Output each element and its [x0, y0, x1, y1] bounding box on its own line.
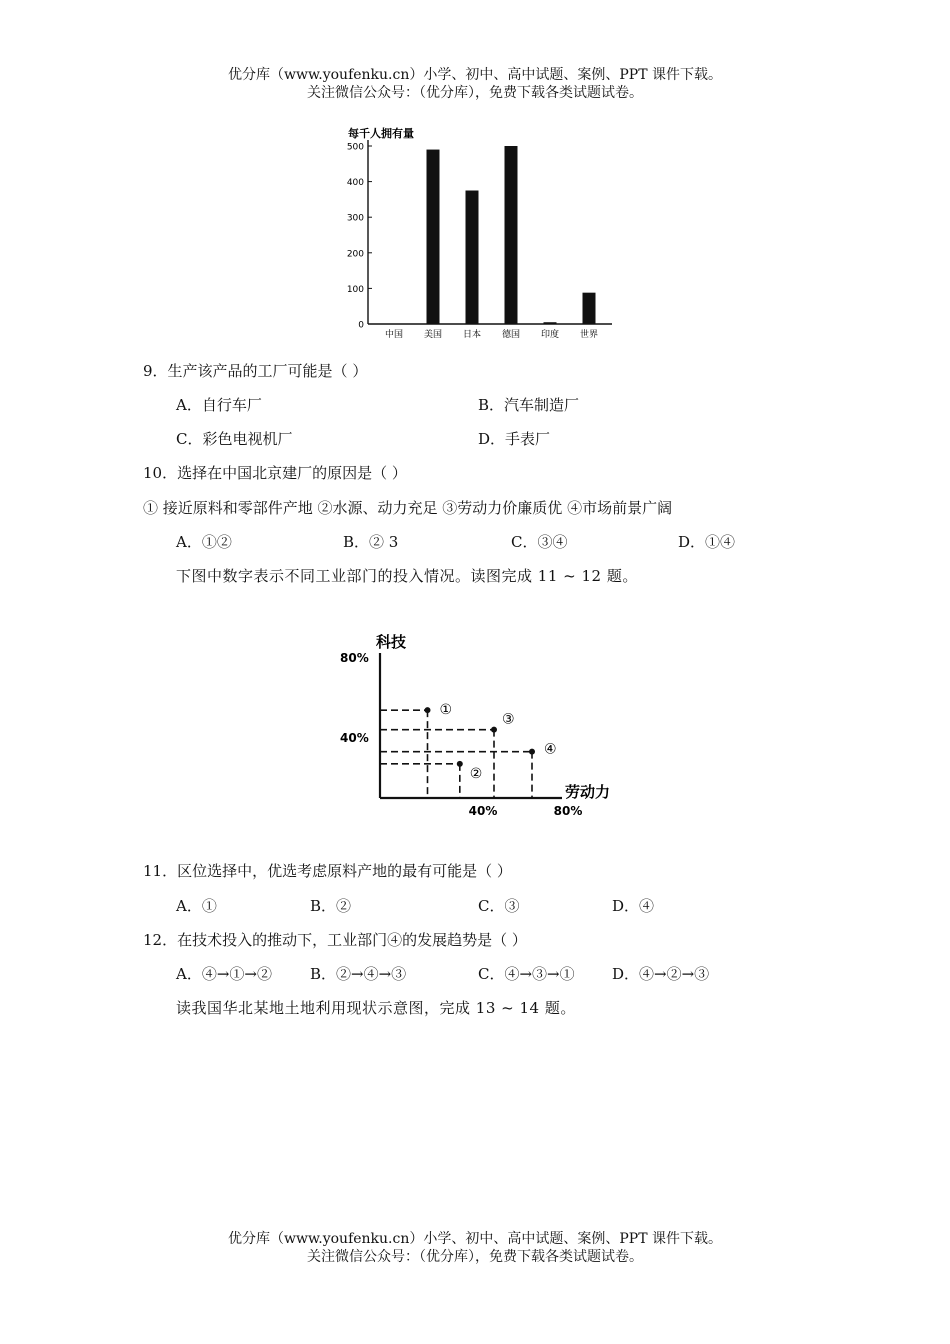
bar-ytick-label: 500 [346, 142, 364, 153]
sc-point-label: ④ [544, 741, 557, 758]
investment-chart [330, 625, 630, 825]
investment-chart-ylabel: 科技 [376, 633, 407, 651]
q11-option-a: A．① [176, 897, 217, 915]
sc-point-label: ① [439, 702, 453, 719]
sc-point-2 [457, 761, 463, 767]
q9-option-c: C．彩色电视机厂 [176, 430, 293, 448]
footer-line-1: 优分库（www.youfenku.cn）小学、初中、高中试题、案例、PPT 课件下载。 [227, 1231, 722, 1247]
q9-option-d: D．手表厂 [478, 430, 551, 448]
bar-chart-bars [388, 146, 596, 324]
q10-factors: ① 接近原料和零部件产地 ②水源、动力充足 ③劳动力价廉质优 ④市场前景广阔 [143, 499, 673, 517]
q12-option-b: B．②→④→③ [310, 965, 407, 983]
investment-chart-ticks [340, 651, 582, 818]
q11-stem: 11．区位选择中，优选考虑原料产地的最有可能是（ ） [143, 862, 512, 880]
page-header [0, 66, 950, 102]
q10-option-a: A．①② [176, 533, 232, 551]
bar-ytick-label: 100 [346, 284, 364, 295]
q12-stem: 12．在技术投入的推动下，工业部门④的发展趋势是（ ） [143, 931, 527, 949]
bar-category-label: 德国 [501, 330, 521, 340]
bar-chart-ylabel: 每千人拥有量 [348, 127, 414, 140]
bar-3 [505, 146, 518, 324]
sc-point-label: ② [469, 765, 483, 782]
bar-ytick-label: 200 [346, 249, 364, 260]
intro-11-12: 下图中数字表示不同工业部门的投入情况。读图完成 11 ~ 12 题。 [176, 567, 638, 585]
bar-1 [427, 150, 440, 324]
sc-point-1 [425, 707, 431, 713]
sc-ytick-label: 40% [340, 731, 369, 745]
sc-point-label: ③ [502, 711, 515, 728]
sc-ytick-label: 80% [340, 651, 369, 665]
sc-xtick-label: 40% [468, 804, 498, 818]
q10-option-d: D．①④ [678, 533, 736, 551]
investment-chart-xlabel: 劳动力 [565, 783, 611, 801]
sc-point-4 [529, 749, 535, 755]
bar-chart [330, 122, 620, 347]
q11-option-d: D．④ [612, 897, 655, 915]
q9-option-b: B．汽车制造厂 [478, 396, 580, 414]
q10-option-c: C．③④ [511, 533, 568, 551]
q10-option-b: B．② 3 [343, 533, 399, 551]
bar-4 [544, 322, 557, 324]
header-line-1: 优分库（www.youfenku.cn）小学、初中、高中试题、案例、PPT 课件下载。 [227, 67, 722, 83]
q10-stem: 10．选择在中国北京建厂的原因是（ ） [143, 464, 407, 482]
q12-option-c: C．④→③→① [478, 965, 575, 983]
bar-category-label: 中国 [384, 330, 404, 340]
q9-stem: 9．生产该产品的工厂可能是（ ） [143, 362, 368, 380]
sc-xtick-label: 80% [553, 804, 583, 818]
bar-chart-axes [368, 140, 612, 324]
bar-category-label: 美国 [423, 330, 443, 340]
bar-2 [466, 191, 479, 325]
bar-ytick-label: 0 [358, 320, 364, 331]
bar-5 [583, 293, 596, 324]
q11-option-c: C．③ [478, 897, 520, 915]
footer-line-2: 关注微信公众号：（优分库），免费下载各类试题试卷。 [307, 1249, 643, 1265]
intro-13-14: 读我国华北某地土地利用现状示意图，完成 13 ~ 14 题。 [176, 999, 576, 1017]
header-line-2: 关注微信公众号：（优分库），免费下载各类试题试卷。 [307, 85, 643, 101]
bar-ytick-label: 400 [346, 178, 364, 189]
q9-option-a: A．自行车厂 [176, 396, 262, 414]
bar-0 [388, 324, 401, 325]
q12-option-d: D．④→②→③ [612, 965, 710, 983]
bar-chart-categories [385, 328, 598, 340]
bar-category-label: 印度 [540, 330, 560, 340]
page-footer [0, 1230, 950, 1266]
q11-option-b: B．② [310, 897, 352, 915]
bar-category-label: 日本 [462, 330, 482, 340]
bar-ytick-label: 300 [346, 213, 364, 224]
sc-point-3 [491, 727, 497, 733]
q12-option-a: A．④→①→② [176, 965, 272, 983]
bar-category-label: 世界 [579, 330, 599, 340]
investment-chart-points [425, 702, 557, 782]
